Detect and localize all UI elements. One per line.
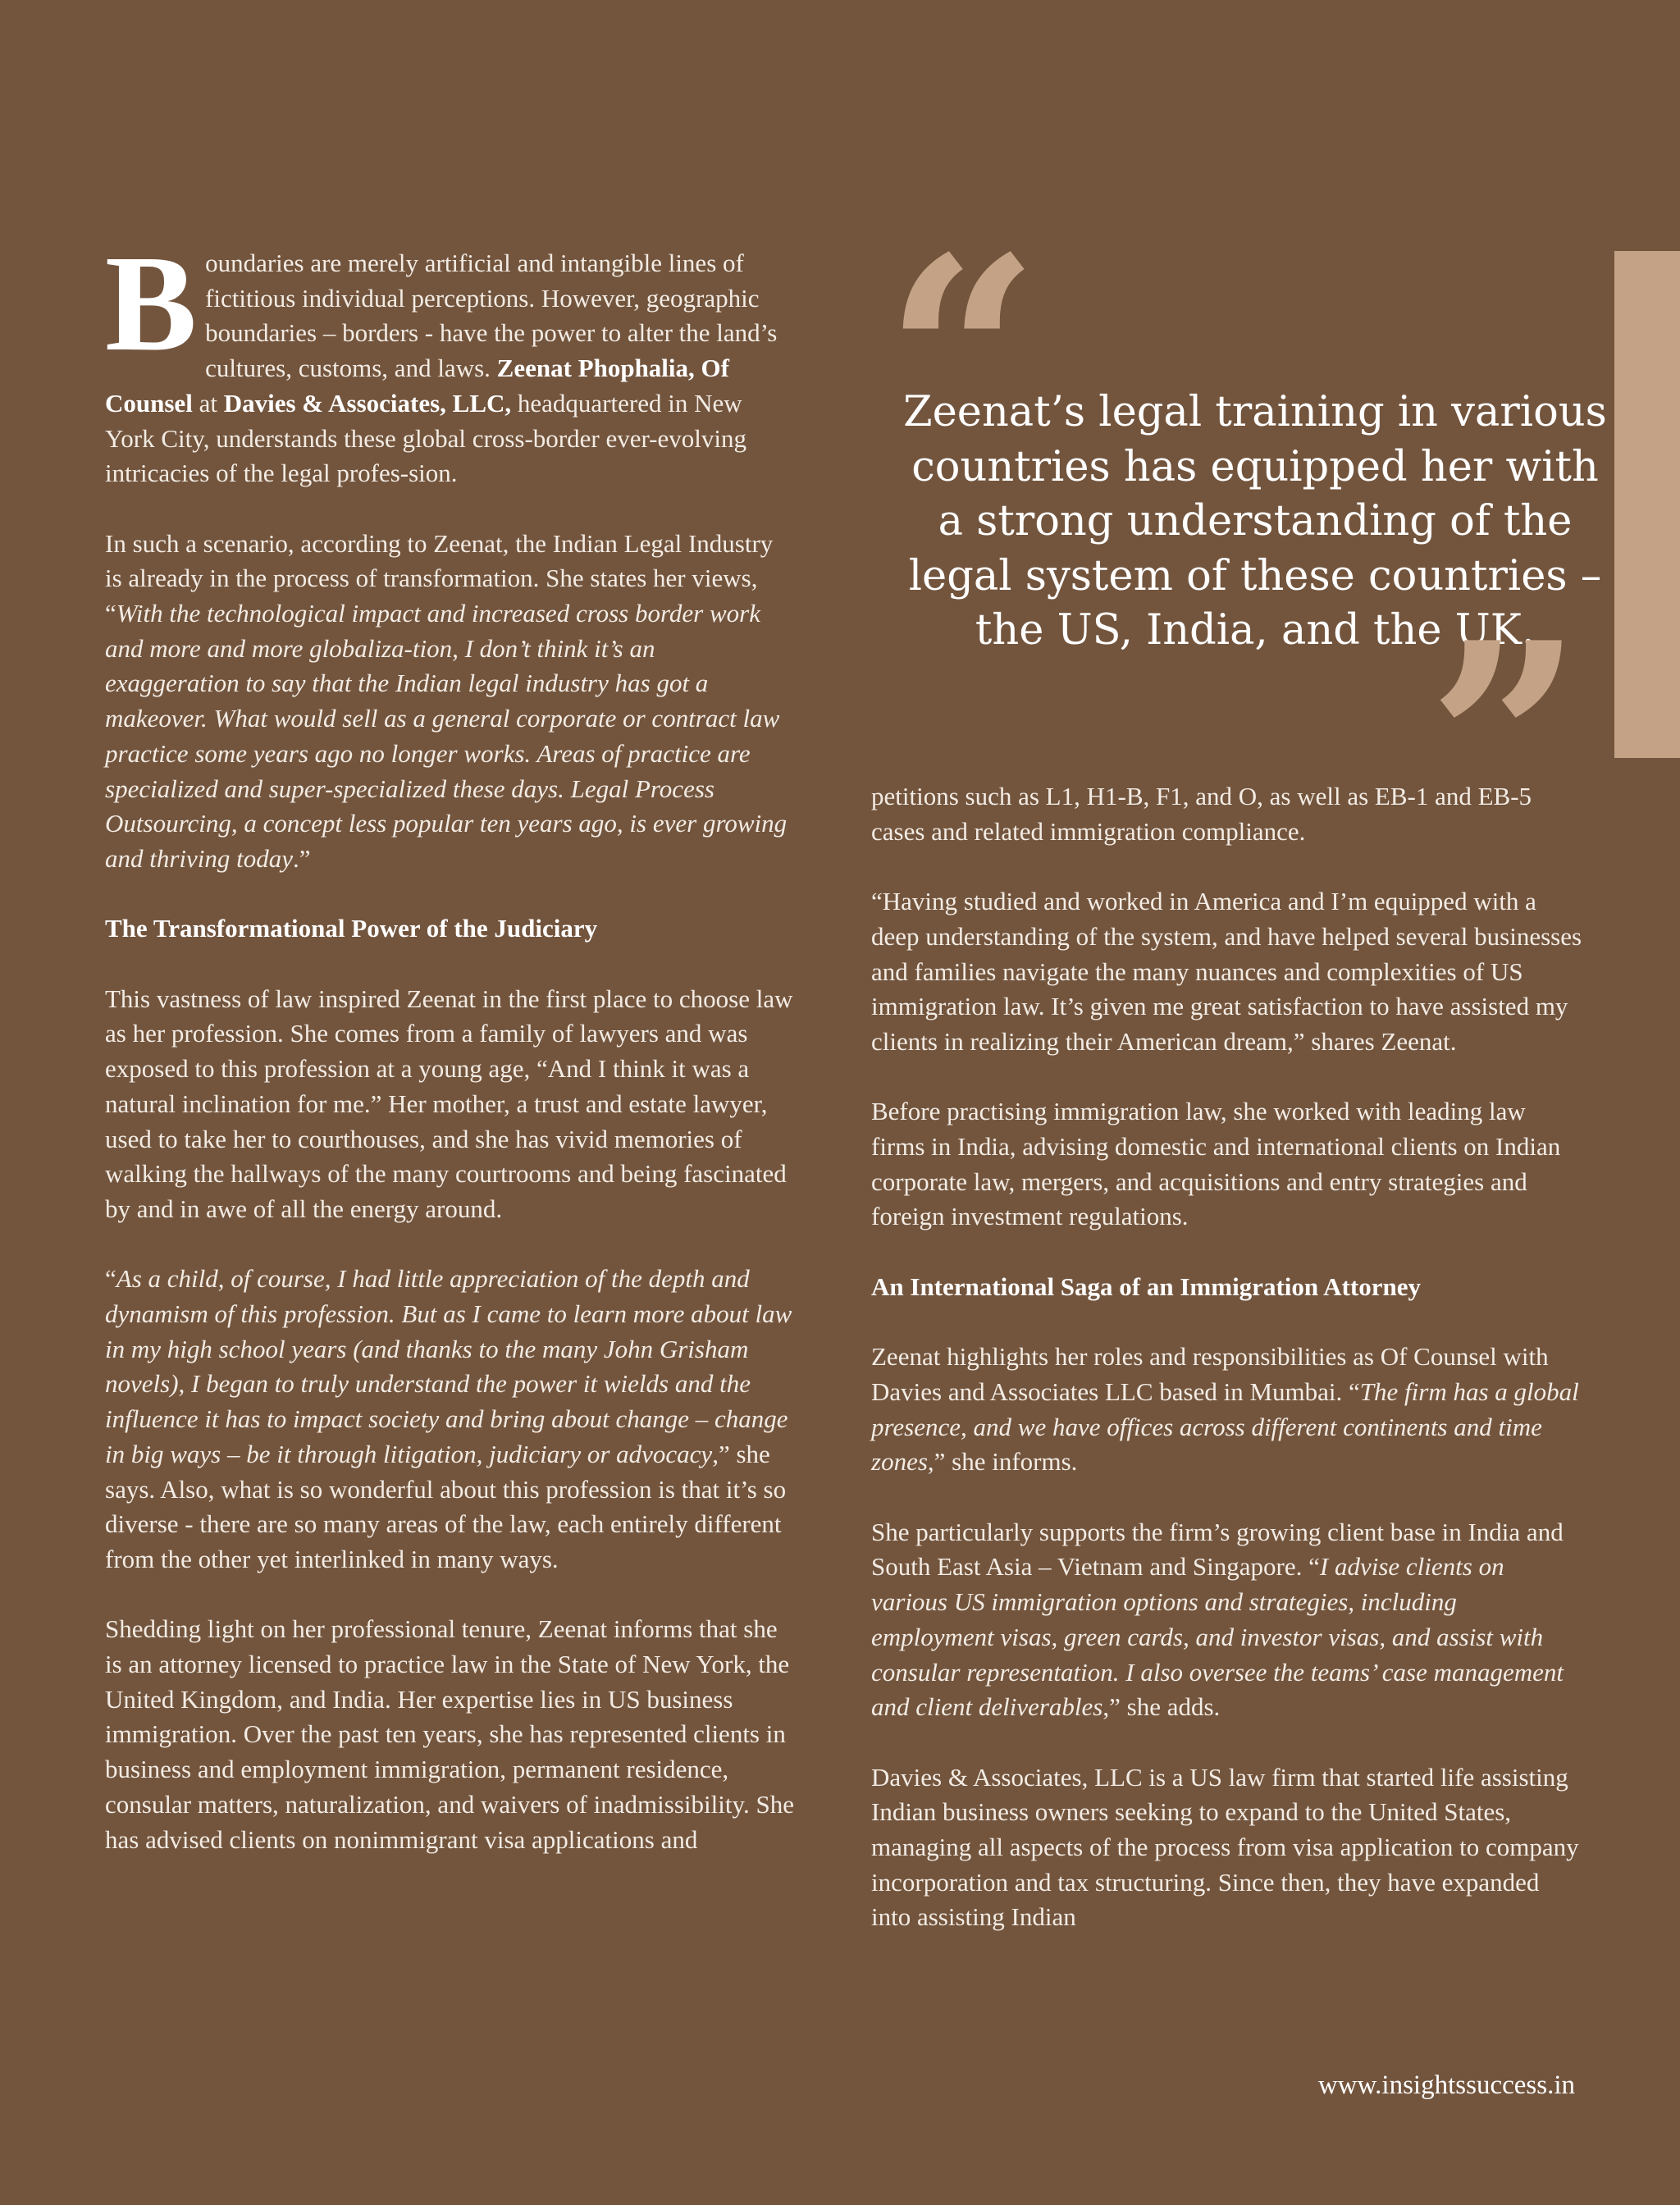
intro-paragraph [105,227,794,491]
paragraph-text: .” [293,843,311,873]
paragraph-firm-history: Davies & Associates, LLC is a US law firm that started life assisting Indian business owners seeking to expand to the United States, managing all aspects of the process from visa application to company incorporation and tax structuring. Since then, they have expanded into assisting Indian [871,1762,1579,1932]
intro-name: Zeenat Phophalia, Of Counsel [105,354,729,418]
quote-italic: The firm has a global presence, and we have offices across different continents and time zones [871,1376,1579,1477]
intro-text-end: headquartered in New York City, understands these global cross-border ever-evolving intricacies of the legal profes-sion. [105,388,746,488]
footer-website-url: www.insightssuccess.in [1317,2070,1575,2100]
intro-text-at: at [192,388,224,418]
quote-italic: With the technological impact and increased cross border work and more and more globaliza-tion, I don’t think it’s an exaggeration to say that the Indian legal industry has got a makeover. What would sell as a general corporate or contract law practice some years ago no longer works. Areas of practice are specialized and super-specialized these days. Legal Process Outsourcing, a concept less popular ten years ago, is ever growing and thriving today [105,599,788,873]
paragraph-text: ,” she adds. [1102,1692,1221,1722]
section-heading-saga: An International Saga of an Immigration Attorney [871,1271,1421,1301]
paragraph-inspiration: This vastness of law inspired Zeenat in the first place to choose law as her profession. She comes from a family of lawyers and was exposed to this profession at a young age, “And I think it was a natural inclination for me.” Her mother, a trust and estate lawyer, used to take her to courthouses, and she has vivid memories of walking the hallways of the many courtrooms and being fascinated by and in awe of all the energy around. [105,984,793,1223]
paragraph-text: “ [105,1264,116,1294]
paragraph-before-practising: Before practising immigration law, she worked with leading law firms in India, advising domestic and international clients on Indian corporate law, mergers, and acquisitions and entry strategies and foreign investment regulations. [871,1097,1561,1231]
section-heading-judiciary: The Transformational Power of the Judiciary [105,914,598,943]
open-quote-icon: “ [884,198,1040,516]
left-column [105,227,794,1892]
paragraph-roles [871,1340,1585,1480]
drop-cap: B [105,227,198,380]
paragraph-text: In such a scenario, according to Zeenat, the Indian Legal Industry is already in the process of transformation. She states her views, “ [105,528,774,628]
right-column [871,779,1585,1970]
paragraph-text: ,” she says. Also, what is so wonderful about this profession is that it’s so diverse - there are so many areas of the law, each entirely different from the other yet interlinked in many ways. [105,1439,787,1573]
paragraph-text: Zeenat highlights her roles and responsibilities as Of Counsel with Davies and Associates LLC based in Mumbai. “ [871,1342,1549,1406]
close-quote-icon: ” [1427,583,1583,902]
paragraph-text: ,” she informs. [927,1447,1078,1477]
paragraph-transformation [105,527,794,877]
paragraph-childhood [105,1262,794,1577]
intro-text: oundaries are merely artificial and intangible lines of fictitious individual perceptions. However, geographic boundaries – borders - have the power to alter the land’s cultures, customs, and laws. [205,249,778,383]
quote-italic: I advise clients on various US immigration options and strategies, including employment visas, green cards, and investor visas, and assist with consular representation. I also oversee the teams’ case management and client deliverables [871,1552,1564,1722]
paragraph-client-base [871,1515,1585,1725]
intro-firm: Davies & Associates, LLC, [223,388,512,418]
paragraph-text: She particularly supports the firm’s growing client base in India and South East Asia – Vietnam and Singapore. “ [871,1517,1564,1582]
accent-side-bar [1614,251,1680,758]
quote-italic: As a child, of course, I had little appreciation of the depth and dynamism of this profession. But as I came to learn more about law in my high school years (and thanks to the many John Grisham novels), I began to truly understand the power it wields and the influence it has to impact society and bring about change – change in big ways – be it through litigation, judiciary or advocacy [105,1264,792,1468]
paragraph-america: “Having studied and worked in America and I’m equipped with a deep understanding of the system, and have helped several businesses and families navigate the many nuances and complexities of US immigration law. It’s given me great satisfaction to have assisted my clients in realizing their American dream,” shares Zeenat. [871,887,1582,1056]
paragraph-petitions: petitions such as L1, H1-B, F1, and O, as well as EB-1 and EB-5 cases and related immigration compliance. [871,782,1532,846]
paragraph-tenure: Shedding light on her professional tenure, Zeenat informs that she is an attorney licensed to practice law in the State of New York, the United Kingdom, and India. Her expertise lies in US business immigration. Over the past ten years, she has represented clients in business and employment immigration, permanent residence, consular matters, naturalization, and waivers of inadmissibility. She has advised clients on nonimmigrant visa applications and [105,1614,794,1854]
pull-quote-text: Zeenat’s legal training in various countries has equipped her with a strong understanding of the legal system of these countries – the US, India, and the UK. [903,388,1607,655]
